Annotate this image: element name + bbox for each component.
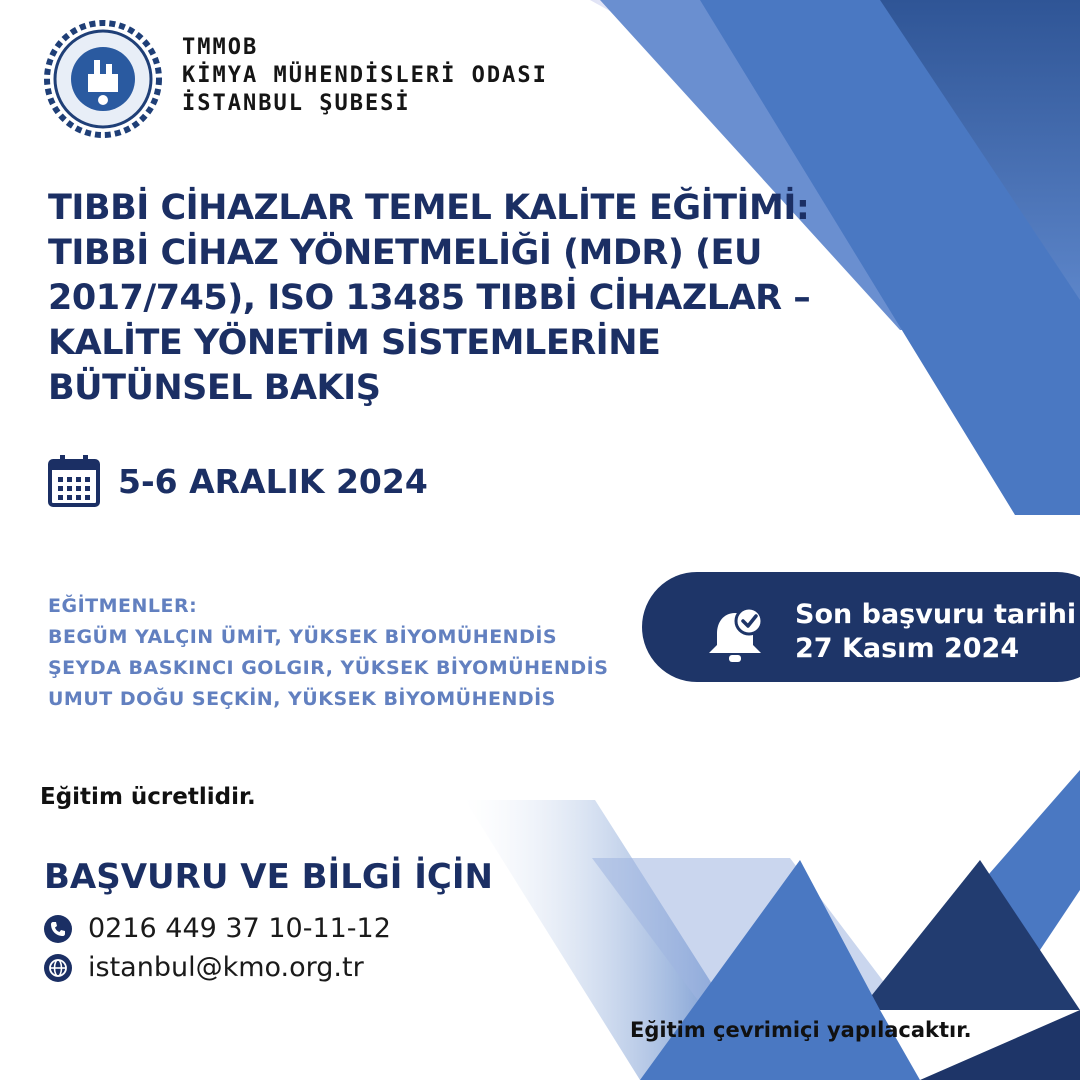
trainer-item: ŞEYDA BASKINCI GOLGIR, YÜKSEK BİYOMÜHENDİS bbox=[48, 657, 609, 679]
title-line: 2017/745), ISO 13485 TIBBİ CİHAZLAR – bbox=[48, 278, 811, 318]
org-line-tmmob: TMMOB bbox=[182, 35, 259, 60]
contact-title: BAŞVURU VE BİLGİ İÇİN bbox=[44, 857, 493, 897]
bell-check-icon bbox=[703, 603, 767, 667]
org-line-chamber: KİMYA MÜHENDİSLERİ ODASI bbox=[182, 63, 548, 88]
kmo-gear-seal-logo bbox=[44, 20, 162, 138]
phone-icon bbox=[44, 915, 72, 943]
deadline-text bbox=[795, 598, 1076, 666]
trainers-heading: EĞİTMENLER: bbox=[48, 595, 198, 617]
trainer-item: BEGÜM YALÇIN ÜMİT, YÜKSEK BİYOMÜHENDİS bbox=[48, 626, 558, 648]
trainers-section bbox=[48, 591, 608, 715]
title-line: BÜTÜNSEL BAKIŞ bbox=[48, 368, 381, 408]
email-link[interactable]: istanbul@kmo.org.tr bbox=[88, 952, 364, 983]
org-line-branch: İSTANBUL ŞUBESİ bbox=[182, 91, 411, 116]
deadline-date: 27 Kasım 2024 bbox=[795, 633, 1020, 664]
globe-icon bbox=[44, 954, 72, 982]
online-note: Eğitim çevrimiçi yapılacaktır. bbox=[630, 1018, 972, 1042]
trainer-item: UMUT DOĞU SEÇKİN, YÜKSEK BİYOMÜHENDİS bbox=[48, 688, 556, 710]
title-line: KALİTE YÖNETİM SİSTEMLERİNE bbox=[48, 323, 661, 363]
deadline-label: Son başvuru tarihi bbox=[795, 599, 1077, 630]
event-date: 5-6 ARALIK 2024 bbox=[118, 462, 428, 501]
fee-note: Eğitim ücretlidir. bbox=[40, 784, 256, 810]
title-line: TIBBİ CİHAZ YÖNETMELİĞİ (MDR) (EU bbox=[48, 233, 762, 273]
calendar-icon bbox=[48, 455, 100, 507]
title-line: TIBBİ CİHAZLAR TEMEL KALİTE EĞİTİMİ: bbox=[48, 188, 810, 228]
phone-number[interactable]: 0216 449 37 10-11-12 bbox=[88, 913, 391, 944]
organization-name bbox=[182, 34, 548, 118]
event-title bbox=[48, 186, 848, 411]
